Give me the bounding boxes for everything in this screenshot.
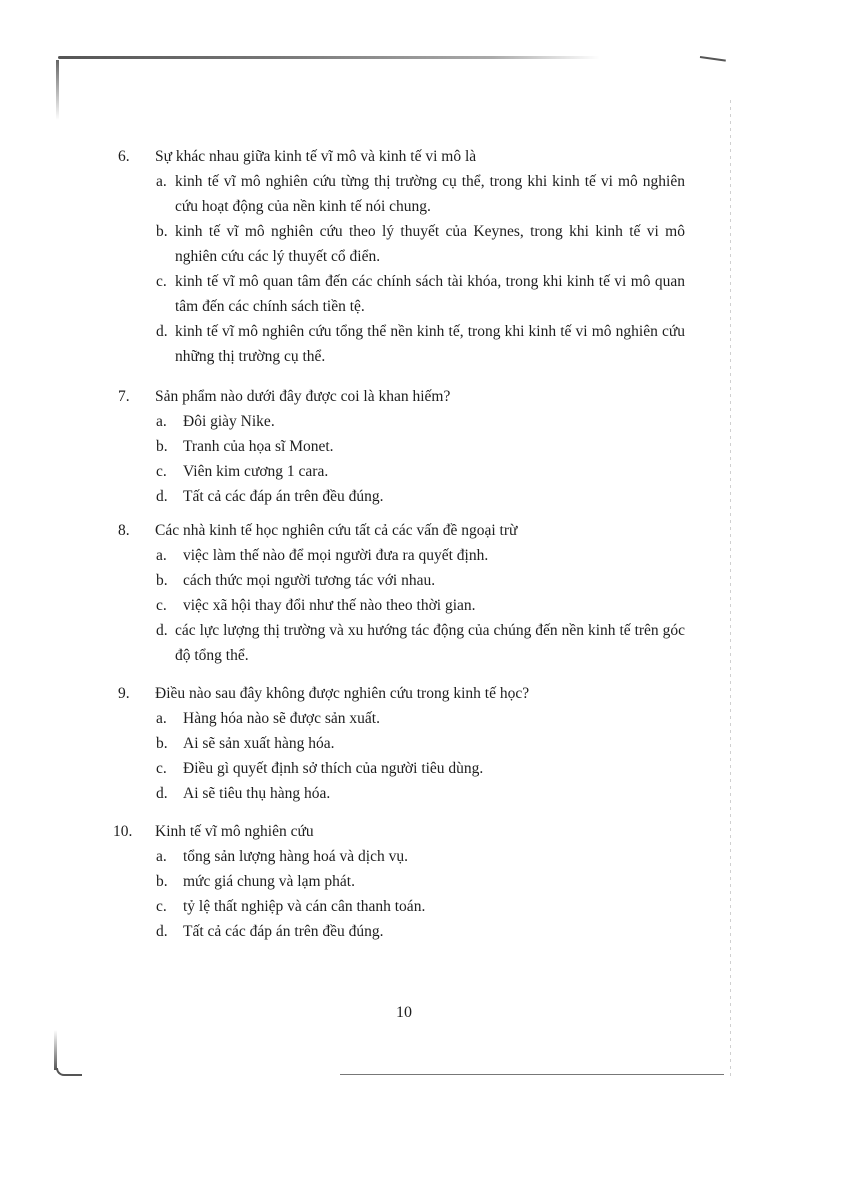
option-text: Đôi giày Nike. [183, 413, 275, 430]
scan-edge-left [56, 60, 59, 120]
option-letter: b. [156, 735, 168, 752]
option-list [0, 844, 841, 944]
question-stem: Các nhà kinh tế học nghiên cứu tất cả các vấn đề ngoại trừ [155, 522, 518, 539]
option-list [0, 409, 841, 509]
option-text: kinh tế vĩ mô nghiên cứu tổng thể nền kinh tế, trong khi kinh tế vi mô nghiên cứu những thị trường cụ thể. [175, 323, 685, 365]
option-text: Ai sẽ sản xuất hàng hóa. [183, 735, 335, 752]
option-text: Tất cả các đáp án trên đều đúng. [183, 488, 384, 505]
scan-edge-bottom-left [54, 1030, 57, 1070]
option-b [0, 434, 841, 459]
option-d [0, 919, 841, 944]
option-a [0, 409, 841, 434]
option-a [0, 844, 841, 869]
option-letter: d. [156, 923, 168, 940]
option-letter: d. [156, 785, 168, 802]
scan-edge-top-right [700, 56, 726, 62]
option-b [0, 731, 841, 756]
option-letter: a. [156, 173, 167, 190]
option-letter: b. [156, 223, 168, 240]
question-number: 10. [113, 823, 133, 840]
question-stem: Sự khác nhau giữa kinh tế vĩ mô và kinh tế vi mô là [155, 148, 477, 165]
option-text: kinh tế vĩ mô nghiên cứu theo lý thuyết của Keynes, trong khi kinh tế vi mô nghiên cứu các lý thuyết cổ điển. [175, 223, 685, 265]
option-text: Tất cả các đáp án trên đều đúng. [183, 923, 384, 940]
option-text: Điều gì quyết định sở thích của người tiêu dùng. [183, 760, 484, 777]
option-letter: d. [156, 323, 168, 340]
option-letter: a. [156, 413, 167, 430]
option-b [0, 869, 841, 894]
question-number: 9. [118, 685, 130, 702]
scan-edge-top [58, 56, 600, 59]
question-number: 6. [118, 148, 130, 165]
option-text: Ai sẽ tiêu thụ hàng hóa. [183, 785, 331, 802]
option-text: tỷ lệ thất nghiệp và cán cân thanh toán. [183, 898, 426, 915]
option-b [0, 219, 841, 269]
option-b [0, 568, 841, 593]
option-c [0, 269, 841, 319]
scan-edge-bottom [340, 1074, 724, 1075]
question-stem: Kinh tế vĩ mô nghiên cứu [155, 823, 314, 840]
option-text: kinh tế vĩ mô quan tâm đến các chính sách tài khóa, trong khi kinh tế vi mô quan tâm đến các chính sách tiền tệ. [175, 273, 685, 315]
option-text: Hàng hóa nào sẽ được sản xuất. [183, 710, 380, 727]
option-letter: a. [156, 710, 167, 727]
page-number: 10 [396, 1004, 412, 1021]
option-letter: d. [156, 622, 168, 639]
option-d [0, 781, 841, 806]
option-a [0, 543, 841, 568]
option-list [0, 169, 841, 369]
option-letter: c. [156, 273, 167, 290]
question-stem: Sản phẩm nào dưới đây được coi là khan hiếm? [155, 388, 451, 405]
option-letter: b. [156, 572, 168, 589]
option-letter: c. [156, 760, 167, 777]
option-c [0, 894, 841, 919]
option-letter: a. [156, 848, 167, 865]
scan-edge-bottom-curve [56, 1068, 82, 1076]
question-number: 8. [118, 522, 130, 539]
option-c [0, 756, 841, 781]
option-letter: d. [156, 488, 168, 505]
option-letter: c. [156, 597, 167, 614]
option-d [0, 484, 841, 509]
option-text: cách thức mọi người tương tác với nhau. [183, 572, 436, 589]
option-text: Tranh của họa sĩ Monet. [183, 438, 334, 455]
option-text: mức giá chung và lạm phát. [183, 873, 355, 890]
option-list [0, 706, 841, 806]
option-text: Viên kim cương 1 cara. [183, 463, 329, 480]
option-letter: a. [156, 547, 167, 564]
option-text: các lực lượng thị trường và xu hướng tác động của chúng đến nền kinh tế trên góc độ tổng thể. [175, 622, 685, 664]
question-stem: Điều nào sau đây không được nghiên cứu trong kinh tế học? [155, 685, 530, 702]
option-letter: b. [156, 873, 168, 890]
option-letter: c. [156, 898, 167, 915]
option-c [0, 459, 841, 484]
option-list [0, 543, 841, 668]
option-text: kinh tế vĩ mô nghiên cứu từng thị trường cụ thể, trong khi kinh tế vi mô nghiên cứu hoạt động của nền kinh tế nói chung. [175, 173, 685, 215]
option-text: việc xã hội thay đổi như thế nào theo thời gian. [183, 597, 476, 614]
question-number: 7. [118, 388, 130, 405]
option-text: tổng sản lượng hàng hoá và dịch vụ. [183, 848, 408, 865]
option-c [0, 593, 841, 618]
option-a [0, 169, 841, 219]
option-letter: c. [156, 463, 167, 480]
option-d [0, 319, 841, 369]
option-a [0, 706, 841, 731]
option-d [0, 618, 841, 668]
option-text: việc làm thế nào để mọi người đưa ra quyết định. [183, 547, 489, 564]
option-letter: b. [156, 438, 168, 455]
